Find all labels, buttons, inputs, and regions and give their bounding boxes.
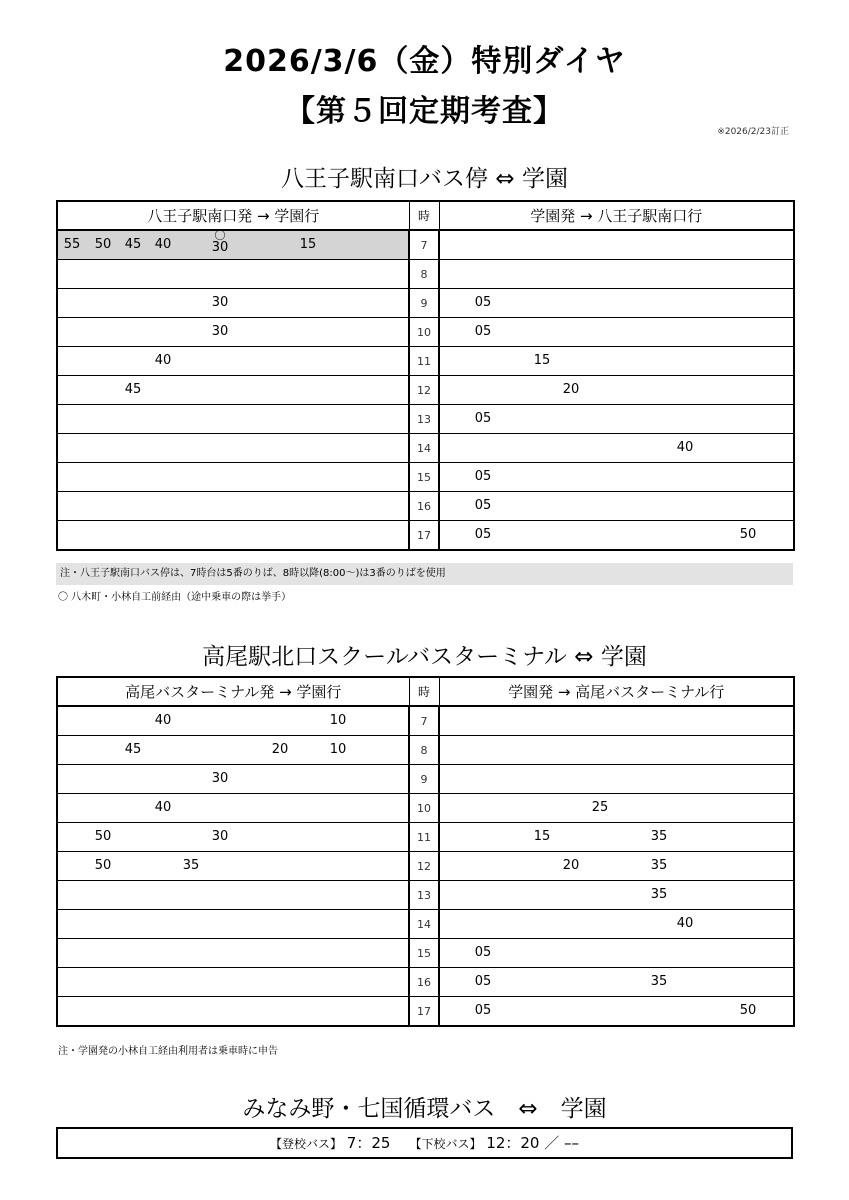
hachioji-timetable	[56, 200, 795, 551]
outbound-minutes-cell	[57, 463, 409, 492]
hour-cell: 17	[409, 997, 439, 1027]
hour-cell: 16	[409, 968, 439, 997]
departure-minute: 35	[650, 974, 668, 989]
outbound-minutes-cell	[57, 289, 409, 318]
departure-minute: 05	[474, 498, 492, 513]
departure-minute: 35	[650, 829, 668, 844]
departure-minute: 40	[154, 800, 172, 815]
departure-minute: 20	[271, 742, 289, 757]
table-body	[57, 230, 794, 550]
departure-minute: 30	[211, 771, 229, 786]
inbound-minutes-cell	[439, 939, 794, 968]
section2-title: 高尾駅北口スクールバスターミナル ⇔ 学園	[202, 644, 647, 670]
inbound-minutes-cell	[439, 260, 794, 289]
hour-cell: 13	[409, 881, 439, 910]
inbound-minutes-cell	[439, 823, 794, 852]
table-row	[57, 910, 794, 939]
departure-minute: 35	[650, 887, 668, 902]
down-bus-label: 【下校バス】	[409, 1137, 482, 1151]
table-row	[57, 347, 794, 376]
inbound-minutes-cell	[439, 881, 794, 910]
departure-minute: 05	[474, 974, 492, 989]
col-header-inbound: 学園発 → 高尾バスターミナル行	[439, 677, 794, 706]
departure-minute: 10	[329, 742, 347, 757]
hour-cell: 7	[409, 230, 439, 260]
hour-cell: 11	[409, 823, 439, 852]
departure-minute: 50	[739, 527, 757, 542]
inbound-minutes-cell	[439, 794, 794, 823]
outbound-minutes-cell	[57, 318, 409, 347]
table-row	[57, 706, 794, 736]
outbound-minutes-cell	[57, 910, 409, 939]
table-row	[57, 823, 794, 852]
hour-cell: 10	[409, 318, 439, 347]
hour-cell: 15	[409, 463, 439, 492]
departure-minute: 40	[676, 916, 694, 931]
departure-minute: 10	[329, 713, 347, 728]
outbound-minutes-cell	[57, 794, 409, 823]
inbound-minutes-cell	[439, 434, 794, 463]
outbound-minutes-cell	[57, 492, 409, 521]
departure-minute: 50	[94, 829, 112, 844]
inbound-minutes-cell	[439, 289, 794, 318]
table-row	[57, 521, 794, 551]
departure-minute-via-yagi	[212, 231, 229, 255]
col-header-outbound: 八王子駅南口発 → 学園行	[57, 201, 409, 230]
outbound-minutes-cell	[57, 939, 409, 968]
departure-minute: 45	[124, 742, 142, 757]
hour-cell: 15	[409, 939, 439, 968]
departure-minute: 05	[474, 527, 492, 542]
inbound-minutes-cell	[439, 968, 794, 997]
table-row	[57, 434, 794, 463]
up-bus-label: 【登校バス】	[269, 1137, 342, 1151]
table-row	[57, 997, 794, 1027]
inbound-minutes-cell	[439, 318, 794, 347]
platform-note: 注・八王子駅南口バス停は、7時台は5番のりば、8時以降(8:00～)は3番のりばを使用	[56, 563, 793, 585]
departure-minute: 45	[124, 237, 142, 252]
revision-note: ※2026/2/23訂正	[717, 127, 789, 137]
departure-minute: 05	[474, 295, 492, 310]
departure-minute: 55	[63, 237, 81, 252]
hour-cell: 8	[409, 260, 439, 289]
section3-title: みなみ野・七国循環バス ⇔ 学園	[242, 1096, 607, 1122]
table-row	[57, 289, 794, 318]
inbound-minutes-cell	[439, 376, 794, 405]
departure-minute: 20	[562, 382, 580, 397]
inbound-minutes-cell	[439, 910, 794, 939]
departure-minute: 25	[591, 800, 609, 815]
departure-minute: 50	[94, 237, 112, 252]
col-header-hour: 時	[409, 201, 439, 230]
table-row	[57, 230, 794, 260]
table-row	[57, 939, 794, 968]
departure-minute: 50	[94, 858, 112, 873]
inbound-minutes-cell	[439, 463, 794, 492]
outbound-minutes-cell	[57, 881, 409, 910]
outbound-minutes-cell	[57, 434, 409, 463]
inbound-minutes-cell	[439, 736, 794, 765]
table-row	[57, 881, 794, 910]
departure-minute: 05	[474, 1003, 492, 1018]
takao-timetable	[56, 676, 795, 1027]
departure-minute: 35	[182, 858, 200, 873]
departure-minute: 40	[154, 353, 172, 368]
table-row	[57, 736, 794, 765]
departure-minute: 20	[562, 858, 580, 873]
departure-minute: 40	[154, 713, 172, 728]
hour-cell: 13	[409, 405, 439, 434]
hour-cell: 7	[409, 706, 439, 736]
departure-minute: 45	[124, 382, 142, 397]
col-header-hour: 時	[409, 677, 439, 706]
hour-cell: 11	[409, 347, 439, 376]
inbound-minutes-cell	[439, 230, 794, 260]
circle-mark-icon: 〇	[214, 229, 226, 242]
inbound-minutes-cell	[439, 347, 794, 376]
departure-minute: 30	[211, 295, 229, 310]
table-row	[57, 794, 794, 823]
hour-cell: 12	[409, 852, 439, 881]
inbound-minutes-cell	[439, 765, 794, 794]
down-bus-time: 12：20 ／ ––	[486, 1134, 580, 1152]
outbound-minutes-cell	[57, 347, 409, 376]
departure-minute: 05	[474, 324, 492, 339]
hour-cell: 8	[409, 736, 439, 765]
outbound-minutes-cell	[57, 765, 409, 794]
departure-minute: 15	[533, 829, 551, 844]
table-body	[57, 706, 794, 1026]
departure-minute: 50	[739, 1003, 757, 1018]
page-subtitle: 【第５回定期考査】	[285, 94, 564, 129]
inbound-minutes-cell	[439, 405, 794, 434]
hour-cell: 16	[409, 492, 439, 521]
route-circle-note: 〇 八木町・小林自工前経由（途中乗車の際は挙手）	[58, 592, 292, 603]
table-row	[57, 463, 794, 492]
outbound-minutes-cell	[57, 852, 409, 881]
outbound-minutes-cell	[57, 706, 409, 736]
minute-value: 30	[211, 240, 229, 255]
col-header-inbound: 学園発 → 八王子駅南口行	[439, 201, 794, 230]
outbound-minutes-cell	[57, 376, 409, 405]
inbound-minutes-cell	[439, 852, 794, 881]
departure-minute: 15	[533, 353, 551, 368]
hour-cell: 14	[409, 434, 439, 463]
inbound-minutes-cell	[439, 521, 794, 551]
page-title: 2026/3/6（金）特別ダイヤ	[223, 44, 626, 79]
outbound-minutes-cell	[57, 405, 409, 434]
table-row	[57, 260, 794, 289]
table-row	[57, 968, 794, 997]
departure-minute: 30	[211, 829, 229, 844]
outbound-minutes-cell	[57, 260, 409, 289]
outbound-minutes-cell	[57, 968, 409, 997]
hour-cell: 14	[409, 910, 439, 939]
outbound-minutes-cell	[57, 823, 409, 852]
departure-minute: 05	[474, 411, 492, 426]
hour-cell: 9	[409, 765, 439, 794]
inbound-minutes-cell	[439, 997, 794, 1027]
table-row	[57, 318, 794, 347]
departure-minute: 40	[676, 440, 694, 455]
table-row	[57, 852, 794, 881]
table-row	[57, 376, 794, 405]
up-bus-time: 7：25	[346, 1134, 391, 1152]
departure-minute: 40	[154, 237, 172, 252]
hour-cell: 10	[409, 794, 439, 823]
outbound-minutes-cell	[57, 736, 409, 765]
table-row	[57, 765, 794, 794]
table-row	[57, 492, 794, 521]
hour-cell: 17	[409, 521, 439, 551]
outbound-minutes-cell	[57, 997, 409, 1027]
departure-minute: 35	[650, 858, 668, 873]
hour-cell: 12	[409, 376, 439, 405]
section1-title: 八王子駅南口バス停 ⇔ 学園	[281, 166, 568, 192]
col-header-outbound: 高尾バスターミナル発 → 学園行	[57, 677, 409, 706]
inbound-minutes-cell	[439, 706, 794, 736]
loop-bus-schedule	[56, 1127, 793, 1159]
kobayashi-note: 注・学園発の小林自工経由利用者は乗車時に申告	[58, 1046, 278, 1057]
outbound-minutes-cell	[57, 521, 409, 551]
departure-minute: 05	[474, 945, 492, 960]
departure-minute: 05	[474, 469, 492, 484]
departure-minute: 15	[299, 237, 317, 252]
table-row	[57, 405, 794, 434]
outbound-minutes-cell	[57, 230, 409, 260]
hour-cell: 9	[409, 289, 439, 318]
departure-minute: 30	[211, 324, 229, 339]
inbound-minutes-cell	[439, 492, 794, 521]
